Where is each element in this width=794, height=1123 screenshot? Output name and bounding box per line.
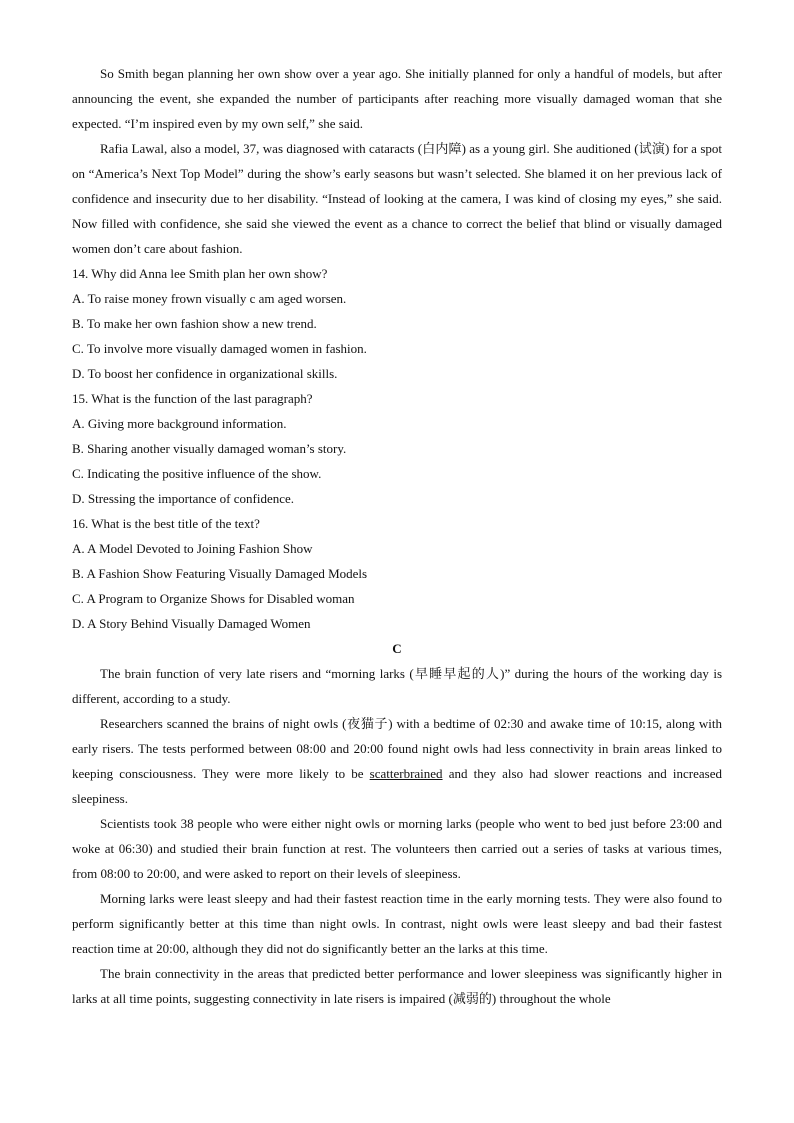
question-15-option-a: A. Giving more background information. [72,416,287,431]
passage-c-paragraph-2-text-start: Researchers scanned the brains of night owls (夜猫子) with a bedtime of 02:30 and awake time of 10:15, along with early risers. The tests performed between 08:00 and 20:00 found night owls had less connectivity in brain areas linked to keeping consciousness. They were more likely to be [72,716,722,781]
question-15-stem: 15. What is the function of the last paragraph? [72,391,313,406]
section-c-title: C [392,641,402,656]
question-16-option-c: C. A Program to Organize Shows for Disabled woman [72,591,355,606]
underlined-word-scatterbrained: scatterbrained [369,766,443,781]
passage-c-paragraph-3 [72,811,722,886]
passage-c-paragraph-2 [72,711,722,811]
passage-c-paragraph-5-text: The brain connectivity in the areas that predicted better performance and lower sleepiness was significantly higher in larks at all time points, suggesting connectivity in late risers is impaired (减弱的) throughout the whole [72,966,722,1006]
passage-c-paragraph-4 [72,886,722,961]
passage-b-paragraph-2 [72,136,722,261]
question-14-option-c: C. To involve more visually damaged women in fashion. [72,341,367,356]
question-14-stem: 14. Why did Anna lee Smith plan her own show? [72,266,328,281]
passage-c-paragraph-1-text: The brain function of very late risers and “morning larks (早睡早起的人)” during the hours of the working day is different, according to a study. [72,666,722,706]
passage-c-paragraph-4-text: Morning larks were least sleepy and had their fastest reaction time in the early morning tests. They were also found to perform significantly better at this time than night owls. In contrast, night owls were least sleepy and bad their fastest reaction time at 20:00, although they did not do significantly better an the larks at this time. [72,891,722,956]
question-16-option-d: D. A Story Behind Visually Damaged Women [72,616,311,631]
question-16-option-b: B. A Fashion Show Featuring Visually Damaged Models [72,566,368,581]
passage-c-paragraph-5 [72,961,722,1011]
passage-b-paragraph-2-text: Rafia Lawal, also a model, 37, was diagnosed with cataracts (白内障) as a young girl. She auditioned (试演) for a spot on “America’s Next Top Model” during the show’s early seasons but wasn’t selected. She blamed it on her previous lack of confidence and insecurity due to her disability. “Instead of looking at the camera, I was kind of closing my eyes,” she said. Now filled with confidence, she said she viewed the event as a chance to correct the belief that blind or visually damaged women don’t care about fashion. [72,141,722,256]
question-14-option-d: D. To boost her confidence in organizational skills. [72,366,338,381]
passage-c-paragraph-1 [72,661,722,711]
question-15-option-d: D. Stressing the importance of confidence. [72,491,295,506]
passage-c-paragraph-3-text: Scientists took 38 people who were either night owls or morning larks (people who went to bed just before 23:00 and woke at 06:30) and studied their brain function at rest. The volunteers then carried out a series of tasks at various times, from 08:00 to 20:00, and were asked to report on their levels of sleepiness. [72,816,722,881]
question-16-stem: 16. What is the best title of the text? [72,516,260,531]
question-15-option-c: C. Indicating the positive influence of the show. [72,466,322,481]
passage-b-paragraph-1-text: So Smith began planning her own show over a year ago. She initially planned for only a handful of models, but after announcing the event, she expanded the number of participants after reaching more visually damaged woman that she expected. “I’m inspired even by my own self,” she said. [72,66,722,131]
passage-b-paragraph-1 [72,61,722,136]
question-14-option-b: B. To make her own fashion show a new trend. [72,316,317,331]
question-15-option-b: B. Sharing another visually damaged woman’s story. [72,441,347,456]
question-16-option-a: A. A Model Devoted to Joining Fashion Show [72,541,313,556]
question-14-option-a: A. To raise money frown visually c am aged worsen. [72,291,347,306]
passage-c-paragraph-2-text-end: and they also had slower reactions and increased sleepiness. [72,766,722,806]
